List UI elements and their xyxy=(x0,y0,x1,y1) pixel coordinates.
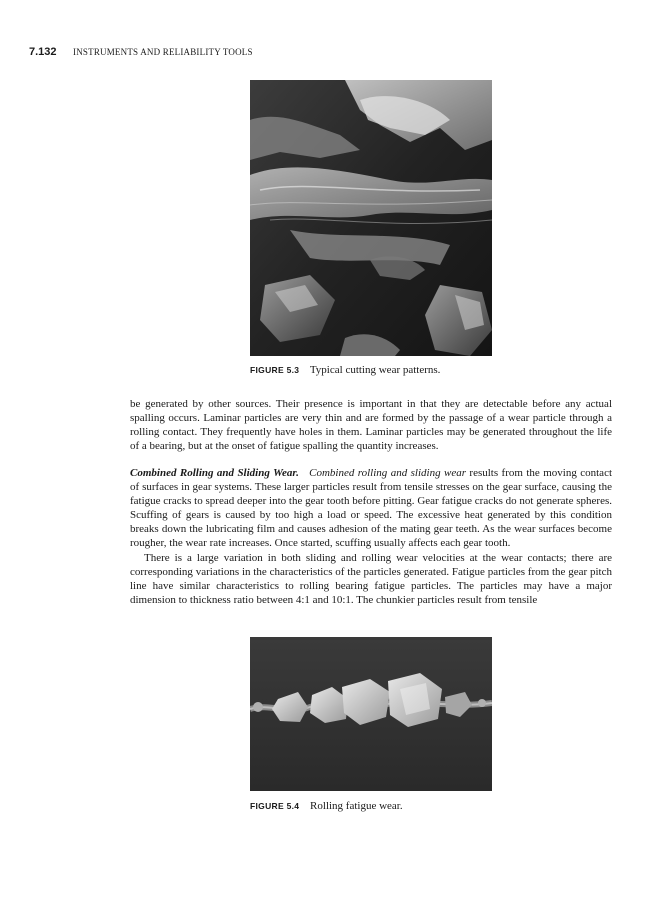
section-text: results from the moving contact of surfaces in gear systems. These larger particles result from tensile stresses on the gear surface, causing the fatigue cracks to spread deeper into the gear tooth before pitting. Gear fatigue cracks do not generate spheres. Scuffing of gears is caused by too high a load or speed. The excessive heat generated by this condition breaks down the lubricating film and causes adhesion of the mating gear teeth. As the wear surfaces become rougher, the wear rate increases. Once started, scuffing usually affects each gear tooth. xyxy=(130,467,613,550)
section-term: Combined rolling and sliding wear xyxy=(309,467,466,479)
figure-5-4-micrograph xyxy=(250,637,492,791)
figure-5-3-label: FIGURE 5.3 xyxy=(250,365,300,375)
page-number: 7.132 xyxy=(29,46,57,58)
cutting-wear-photo xyxy=(250,80,492,356)
running-header xyxy=(29,46,253,58)
figure-5-4-caption-text: Rolling fatigue wear. xyxy=(310,800,403,812)
figure-5-3-caption-text: Typical cutting wear patterns. xyxy=(309,364,441,376)
body-paragraph-1 xyxy=(130,397,612,453)
body-section-combined-wear xyxy=(130,466,612,607)
paragraph-combined-wear xyxy=(130,466,612,551)
figure-5-4-caption xyxy=(250,800,403,812)
rolling-fatigue-photo xyxy=(250,637,492,791)
paragraph-wear-velocities: There is a large variation in both sliding and rolling wear velocities at the wear contacts; there are corresponding variations in the characteristics of the particles generated. Fatigue particles from the gear pitch line have similar characteristics to rolling bearing fatigue particles. The particles may have a major dimension to thickness ratio between 4:1 and 10:1. The chunkier particles result from tensile xyxy=(130,551,612,606)
paragraph-laminar-particles: be generated by other sources. Their presence is important in that they are detectable before any actual spalling occurs. Laminar particles are very thin and are formed by the passage of a wear particle through a rolling contact. They frequently have holes in them. Laminar particles may be generated throughout the life of a bearing, but at the onset of fatigue spalling the quantity increases. xyxy=(130,398,612,453)
running-title: INSTRUMENTS AND RELIABILITY TOOLS xyxy=(73,47,253,57)
figure-5-3-caption xyxy=(250,364,440,376)
figure-5-3-micrograph xyxy=(250,80,492,356)
section-heading: Combined Rolling and Sliding Wear. xyxy=(130,467,299,479)
figure-5-4-label: FIGURE 5.4 xyxy=(250,801,300,811)
